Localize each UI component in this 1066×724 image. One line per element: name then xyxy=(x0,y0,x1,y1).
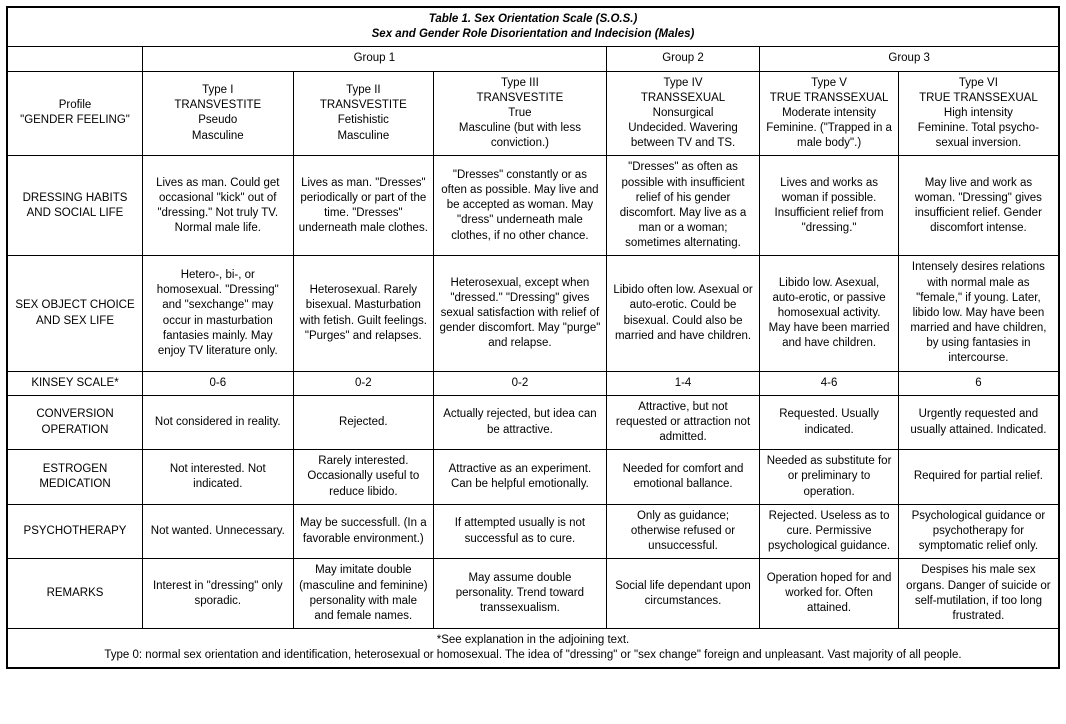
profile-label-line-2: "GENDER FEELING" xyxy=(20,114,130,127)
profile-label-line-1: Profile xyxy=(58,99,92,112)
type-name-5: Type V xyxy=(811,76,847,89)
cell-conversion-6: Urgently requested and usually attained. Indicated. xyxy=(898,395,1059,450)
type-note-5: Feminine. ("Trapped in a male body".) xyxy=(766,122,892,150)
cell-estrogen-6: Required for partial relief. xyxy=(898,450,1059,505)
type-name-4: Type IV xyxy=(663,76,703,89)
type-category-1: TRANSVESTITE xyxy=(174,99,262,112)
type-category-3: TRANSVESTITE xyxy=(476,91,564,104)
group-header-1: Group 1 xyxy=(143,47,607,71)
cell-estrogen-3: Attractive as an experiment. Can be helpful emotionally. xyxy=(434,450,607,505)
cell-conversion-4: Attractive, but not requested or attraction not admitted. xyxy=(606,395,760,450)
cell-conversion-3: Actually rejected, but idea can be attractive. xyxy=(434,395,607,450)
table-row xyxy=(7,504,1059,559)
cell-sexobject-3: Heterosexual, except when "dressed." "Dressing" gives sexual satisfaction with relief of gender discomfort. May "purge" and relapse. xyxy=(434,256,607,371)
table-row xyxy=(7,256,1059,371)
cell-estrogen-4: Needed for comfort and emotional ballance. xyxy=(606,450,760,505)
cell-estrogen-2: Rarely interested. Occasionally useful to reduce libido. xyxy=(293,450,434,505)
cell-dressing-1: Lives as man. Could get occasional "kick" out of "dressing." Not truly TV. Normal male life. xyxy=(143,156,294,256)
cell-kinsey-6: 6 xyxy=(898,371,1059,395)
type-category-6: TRUE TRANSSEXUAL xyxy=(919,91,1038,104)
row-label-conversion-operation: CONVERSION OPERATION xyxy=(7,395,143,450)
group-header-3: Group 3 xyxy=(760,47,1059,71)
cell-remarks-3: May assume double personality. Trend toward transsexualism. xyxy=(434,559,607,629)
cell-sexobject-4: Libido often low. Asexual or auto-erotic. Could be bisexual. Could also be married and have children. xyxy=(606,256,760,371)
cell-estrogen-1: Not interested. Not indicated. xyxy=(143,450,294,505)
cell-estrogen-5: Needed as substitute for or preliminary to operation. xyxy=(760,450,899,505)
cell-remarks-5: Operation hoped for and worked for. Often attained. xyxy=(760,559,899,629)
type-cell-6 xyxy=(898,71,1059,156)
row-label-remarks: REMARKS xyxy=(7,559,143,629)
profile-row-label xyxy=(7,71,143,156)
cell-remarks-1: Interest in "dressing" only sporadic. xyxy=(143,559,294,629)
type-note-3: Masculine (but with less conviction.) xyxy=(458,122,581,150)
type-intensity-6: High intensity xyxy=(943,106,1013,119)
table-row xyxy=(7,559,1059,629)
cell-dressing-4: "Dresses" as often as possible with insufficient relief of his gender discomfort. May live as a man or a woman; sometimes alternating. xyxy=(606,156,760,256)
cell-dressing-2: Lives as man. "Dresses" periodically or part of the time. "Dresses" underneath male clothes. xyxy=(293,156,434,256)
cell-kinsey-5: 4-6 xyxy=(760,371,899,395)
cell-psychotherapy-5: Rejected. Useless as to cure. Permissive psychological guidance. xyxy=(760,504,899,559)
cell-sexobject-1: Hetero-, bi-, or homosexual. "Dressing" and "sexchange" may occur in masturbation fantasies mainly. May enjoy TV literature only. xyxy=(143,256,294,371)
type-cell-1 xyxy=(143,71,294,156)
type-note-6: Feminine. Total psycho-sexual inversion. xyxy=(917,122,1040,150)
table-row xyxy=(7,395,1059,450)
sos-table xyxy=(6,6,1060,669)
type-category-2: TRANSVESTITE xyxy=(319,99,407,112)
type-note-1: Masculine xyxy=(191,129,244,142)
type-intensity-4: Nonsurgical xyxy=(652,106,714,119)
type-name-3: Type III xyxy=(501,76,539,89)
row-label-sex-object-choice: SEX OBJECT CHOICE AND SEX LIFE xyxy=(7,256,143,371)
cell-kinsey-2: 0-2 xyxy=(293,371,434,395)
cell-remarks-4: Social life dependant upon circumstances. xyxy=(606,559,760,629)
cell-conversion-5: Requested. Usually indicated. xyxy=(760,395,899,450)
table-row xyxy=(7,450,1059,505)
cell-kinsey-3: 0-2 xyxy=(434,371,607,395)
type-note-2: Masculine xyxy=(337,129,390,142)
profile-row xyxy=(7,71,1059,156)
cell-psychotherapy-4: Only as guidance; otherwise refused or unsuccessful. xyxy=(606,504,760,559)
cell-kinsey-1: 0-6 xyxy=(143,371,294,395)
type-name-1: Type I xyxy=(202,84,234,97)
cell-psychotherapy-6: Psychological guidance or psychotherapy for symptomatic relief only. xyxy=(898,504,1059,559)
row-label-estrogen-medication: ESTROGEN MEDICATION xyxy=(7,450,143,505)
cell-sexobject-5: Libido low. Asexual, auto-erotic, or passive homosexual activity. May have been married and have children. xyxy=(760,256,899,371)
row-label-psychotherapy: PSYCHOTHERAPY xyxy=(7,504,143,559)
type-intensity-2: Fetishistic xyxy=(337,114,389,127)
cell-remarks-6: Despises his male sex organs. Danger of suicide or self-mutilation, if too long frustrated. xyxy=(898,559,1059,629)
table-title xyxy=(7,7,1059,47)
cell-sexobject-6: Intensely desires relations with normal male as "female," if young. Later, libido low. May have been married and have children, by using fantasies in intercourse. xyxy=(898,256,1059,371)
table-row xyxy=(7,371,1059,395)
group-header-2: Group 2 xyxy=(606,47,760,71)
group-header-row xyxy=(7,47,1059,71)
type-category-5: TRUE TRANSSEXUAL xyxy=(769,91,889,104)
type-category-4: TRANSSEXUAL xyxy=(640,91,726,104)
group-corner-blank xyxy=(7,47,143,71)
type-cell-2 xyxy=(293,71,434,156)
footnote-line-1: *See explanation in the adjoining text. xyxy=(436,634,630,647)
cell-kinsey-4: 1-4 xyxy=(606,371,760,395)
type-intensity-5: Moderate intensity xyxy=(782,106,877,119)
footnote-row xyxy=(7,629,1059,669)
type-name-2: Type II xyxy=(346,84,381,97)
row-label-dressing-habits: DRESSING HABITS AND SOCIAL LIFE xyxy=(7,156,143,256)
cell-psychotherapy-3: If attempted usually is not successful as to cure. xyxy=(434,504,607,559)
type-cell-4 xyxy=(606,71,760,156)
type-cell-5 xyxy=(760,71,899,156)
cell-dressing-6: May live and work as woman. "Dressing" gives insufficient relief. Gender discomfort intense. xyxy=(898,156,1059,256)
title-line-1: Table 1. Sex Orientation Scale (S.O.S.) xyxy=(428,13,638,25)
cell-conversion-2: Rejected. xyxy=(293,395,434,450)
footnote-line-2: Type 0: normal sex orientation and identification, heterosexual or homosexual. The idea of "dressing" or "sex change" foreign and unpleasant. Vast majority of all people. xyxy=(104,649,962,662)
type-note-4: Undecided. Wavering between TV and TS. xyxy=(628,122,738,150)
cell-dressing-5: Lives and works as woman if possible. Insufficient relief from "dressing." xyxy=(760,156,899,256)
type-intensity-3: True xyxy=(508,106,532,119)
cell-remarks-2: May imitate double (masculine and feminine) personality with male and female names. xyxy=(293,559,434,629)
type-name-6: Type VI xyxy=(958,76,998,89)
cell-psychotherapy-2: May be successfull. (In a favorable environment.) xyxy=(293,504,434,559)
title-line-2: Sex and Gender Role Disorientation and Indecision (Males) xyxy=(371,28,695,41)
cell-sexobject-2: Heterosexual. Rarely bisexual. Masturbation with fetish. Guilt feelings. "Purges" and relapses. xyxy=(293,256,434,371)
table-footnote xyxy=(7,629,1059,669)
cell-conversion-1: Not considered in reality. xyxy=(143,395,294,450)
type-cell-3 xyxy=(434,71,607,156)
type-intensity-1: Pseudo xyxy=(198,114,238,127)
table-row xyxy=(7,156,1059,256)
cell-dressing-3: "Dresses" constantly or as often as possible. May live and be accepted as woman. May "dress" underneath male clothes, if no other chance. xyxy=(434,156,607,256)
title-row xyxy=(7,7,1059,47)
row-label-kinsey-scale: KINSEY SCALE* xyxy=(7,371,143,395)
cell-psychotherapy-1: Not wanted. Unnecessary. xyxy=(143,504,294,559)
